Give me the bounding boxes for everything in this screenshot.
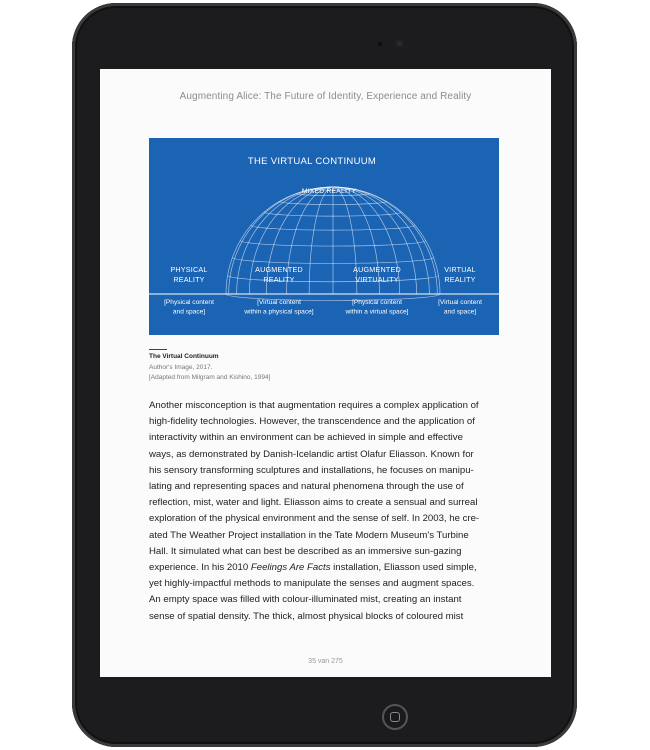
virtual-continuum-figure bbox=[149, 138, 499, 335]
category-note: and space] bbox=[172, 308, 206, 316]
category-note: within a physical space] bbox=[244, 308, 314, 316]
category-label: PHYSICAL bbox=[170, 265, 208, 274]
body-line: sense of spatial density. The thick, almost physical blocks of coloured mist bbox=[149, 610, 464, 622]
body-text bbox=[149, 398, 503, 625]
category-note: within a virtual space] bbox=[345, 308, 409, 316]
mixed-reality-label: MIXED REALITY bbox=[301, 188, 357, 195]
category-note: [Virtual content bbox=[438, 299, 482, 306]
category-label: REALITY bbox=[263, 275, 295, 284]
body-line: An empty space was filled with colour-illuminated mist, creating an instant bbox=[149, 594, 462, 606]
category-label: REALITY bbox=[444, 275, 476, 284]
body-line: exploration of the physical environment and the sense of self. In 2003, he cre- bbox=[149, 513, 480, 525]
body-line-with-title bbox=[149, 560, 503, 576]
caption-credit: Author's Image, 2017. bbox=[149, 364, 213, 371]
category-label: AUGMENTED bbox=[255, 265, 303, 274]
body-line: high-fidelity technologies. However, the transcendence and the application of bbox=[149, 416, 475, 428]
category-note: [Physical content bbox=[352, 299, 402, 306]
category-note: [Physical content bbox=[164, 299, 214, 306]
body-line: ated The Weather Project installation in the Tate Modern Museum's Turbine bbox=[149, 529, 469, 541]
book-title: Augmenting Alice: The Future of Identity, Experience and Reality bbox=[179, 91, 472, 102]
category-label: VIRTUAL bbox=[444, 265, 476, 274]
body-line: lating and representing spaces and natural phenomena through the use of bbox=[149, 481, 464, 493]
body-line: ways, as demonstrated by Danish-Icelandic artist Olafur Eliasson. Known for bbox=[149, 448, 474, 460]
caption-title: The Virtual Continuum bbox=[149, 353, 219, 360]
figure-title: THE VIRTUAL CONTINUUM bbox=[247, 156, 377, 167]
sensor-icon bbox=[378, 42, 382, 46]
category-note: and space] bbox=[443, 308, 477, 316]
home-square-icon bbox=[390, 712, 400, 722]
body-text-segment: installation, Eliasson used simple, bbox=[330, 562, 477, 574]
body-text-segment: experience. In his 2010 bbox=[149, 562, 251, 574]
body-line: interactivity within an environment can be achieved in simple and effective bbox=[149, 432, 463, 444]
category-label: AUGMENTED bbox=[353, 265, 401, 274]
artwork-title: Feelings Are Facts bbox=[250, 562, 331, 574]
caption-rule bbox=[149, 349, 167, 350]
body-line: reflection, mist, water and light. Eliasson aims to create a sensual and surreal bbox=[149, 497, 478, 509]
caption-source: [Adapted from Milgram and Kishino, 1994] bbox=[149, 374, 271, 381]
camera-icon bbox=[396, 40, 403, 47]
body-line: yet highly-impactful methods to manipulate the senses and augment spaces. bbox=[149, 578, 475, 590]
body-line: Hall. It simulated what can best be described as an immersive sun-gazing bbox=[149, 545, 462, 557]
category-label: REALITY bbox=[173, 275, 205, 284]
body-line: his sensory transforming sculptures and installations, he focuses on manipu- bbox=[149, 464, 474, 476]
continuum-diagram bbox=[149, 138, 499, 335]
home-button[interactable] bbox=[382, 704, 408, 730]
page-number: 35 van 275 bbox=[308, 658, 343, 665]
category-note: [Virtual content bbox=[257, 299, 301, 306]
reader-screen[interactable] bbox=[100, 69, 551, 677]
body-line: Another misconception is that augmentation requires a complex application of bbox=[149, 400, 479, 411]
category-label: VIRTUALITY bbox=[355, 275, 399, 284]
